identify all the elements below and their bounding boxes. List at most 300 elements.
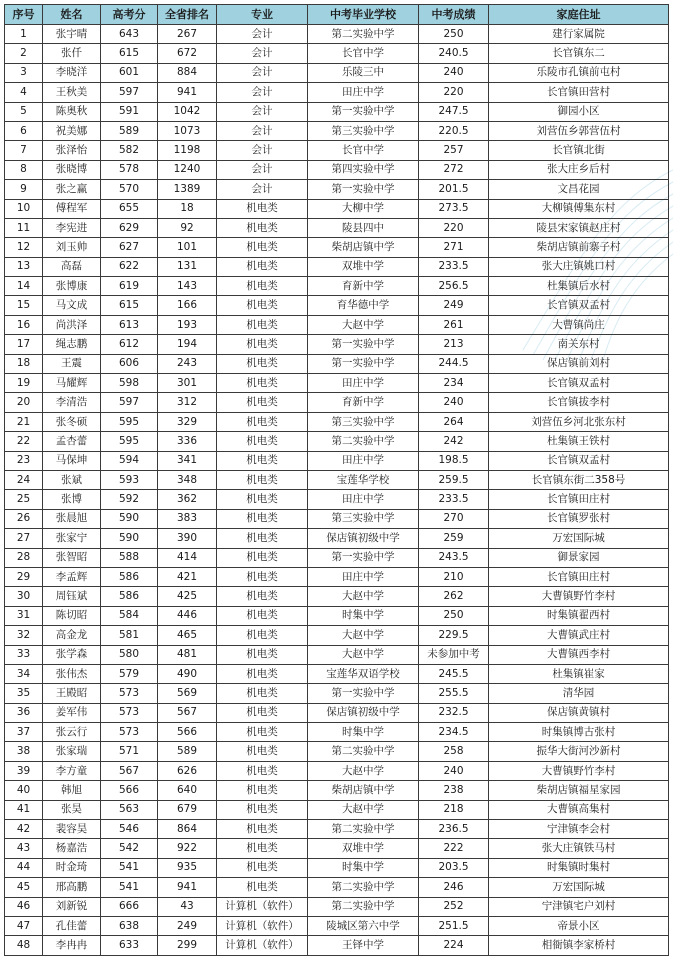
cell-major: 会计: [217, 141, 308, 160]
cell-name: 裴容昊: [43, 820, 101, 839]
cell-middle-school: 宝莲华双语学校: [308, 664, 419, 683]
table-row: [5, 626, 669, 645]
cell-province-rank: 935: [158, 858, 217, 877]
cell-index: 31: [5, 606, 43, 625]
cell-major: 机电类: [217, 820, 308, 839]
cell-middle-school: 田庄中学: [308, 567, 419, 586]
cell-major: 机电类: [217, 238, 308, 257]
table-row: [5, 374, 669, 393]
cell-name: 张家宁: [43, 529, 101, 548]
table-row: [5, 102, 669, 121]
cell-province-rank: 884: [158, 63, 217, 82]
cell-major: 会计: [217, 180, 308, 199]
cell-middle-school: 大赵中学: [308, 315, 419, 334]
cell-gaokao-score: 546: [101, 820, 158, 839]
cell-address: 刘营伍乡河北张东村: [489, 412, 669, 431]
header-middle-school: 中考毕业学校: [308, 5, 419, 25]
cell-zhongkao-score: 220: [419, 218, 489, 237]
cell-index: 16: [5, 315, 43, 334]
cell-name: 马保坤: [43, 451, 101, 470]
table-row: [5, 393, 669, 412]
cell-gaokao-score: 573: [101, 684, 158, 703]
cell-address: 宁津镇宅户刘村: [489, 897, 669, 916]
cell-gaokao-score: 579: [101, 664, 158, 683]
cell-name: 孟杏蕾: [43, 432, 101, 451]
cell-name: 张家瑞: [43, 742, 101, 761]
cell-zhongkao-score: 240: [419, 761, 489, 780]
cell-zhongkao-score: 273.5: [419, 199, 489, 218]
cell-zhongkao-score: 238: [419, 781, 489, 800]
cell-gaokao-score: 567: [101, 761, 158, 780]
cell-name: 韩旭: [43, 781, 101, 800]
table-row: [5, 820, 669, 839]
cell-middle-school: 第二实验中学: [308, 742, 419, 761]
cell-name: 绳志鹏: [43, 335, 101, 354]
table-row: [5, 664, 669, 683]
cell-index: 12: [5, 238, 43, 257]
cell-index: 8: [5, 160, 43, 179]
cell-name: 张昊: [43, 800, 101, 819]
cell-gaokao-score: 595: [101, 432, 158, 451]
table-row: [5, 916, 669, 935]
cell-zhongkao-score: 198.5: [419, 451, 489, 470]
cell-middle-school: 田庄中学: [308, 374, 419, 393]
cell-address: 大曹镇尚庄: [489, 315, 669, 334]
cell-major: 会计: [217, 121, 308, 140]
table-row: [5, 315, 669, 334]
cell-zhongkao-score: 222: [419, 839, 489, 858]
cell-zhongkao-score: 240.5: [419, 44, 489, 63]
cell-name: 王殿昭: [43, 684, 101, 703]
cell-middle-school: 育新中学: [308, 393, 419, 412]
cell-gaokao-score: 615: [101, 44, 158, 63]
cell-name: 张博: [43, 490, 101, 509]
cell-index: 19: [5, 374, 43, 393]
cell-major: 机电类: [217, 315, 308, 334]
cell-name: 李方童: [43, 761, 101, 780]
cell-address: 万宏国际城: [489, 529, 669, 548]
cell-index: 26: [5, 509, 43, 528]
cell-major: 机电类: [217, 354, 308, 373]
student-table: [4, 4, 669, 956]
cell-index: 25: [5, 490, 43, 509]
table-row: [5, 567, 669, 586]
cell-province-rank: 922: [158, 839, 217, 858]
cell-name: 王秋美: [43, 83, 101, 102]
cell-gaokao-score: 589: [101, 121, 158, 140]
cell-province-rank: 299: [158, 936, 217, 955]
cell-major: 机电类: [217, 723, 308, 742]
cell-zhongkao-score: 218: [419, 800, 489, 819]
cell-province-rank: 421: [158, 567, 217, 586]
cell-gaokao-score: 590: [101, 529, 158, 548]
cell-zhongkao-score: 259.5: [419, 470, 489, 489]
cell-major: 机电类: [217, 490, 308, 509]
cell-zhongkao-score: 未参加中考: [419, 645, 489, 664]
cell-address: 长官镇双孟村: [489, 296, 669, 315]
cell-address: 长官镇罗张村: [489, 509, 669, 528]
cell-province-rank: 341: [158, 451, 217, 470]
cell-address: 帝景小区: [489, 916, 669, 935]
cell-zhongkao-score: 233.5: [419, 490, 489, 509]
cell-major: 机电类: [217, 451, 308, 470]
table-row: [5, 335, 669, 354]
cell-province-rank: 43: [158, 897, 217, 916]
cell-index: 9: [5, 180, 43, 199]
cell-province-rank: 301: [158, 374, 217, 393]
cell-name: 张博康: [43, 277, 101, 296]
cell-gaokao-score: 563: [101, 800, 158, 819]
header-province-rank: 全省排名: [158, 5, 217, 25]
cell-middle-school: 双堆中学: [308, 839, 419, 858]
cell-zhongkao-score: 233.5: [419, 257, 489, 276]
cell-gaokao-score: 594: [101, 451, 158, 470]
cell-province-rank: 864: [158, 820, 217, 839]
cell-gaokao-score: 601: [101, 63, 158, 82]
table-row: [5, 509, 669, 528]
cell-address: 长官镇田庄村: [489, 567, 669, 586]
cell-middle-school: 时集中学: [308, 723, 419, 742]
cell-province-rank: 348: [158, 470, 217, 489]
cell-index: 27: [5, 529, 43, 548]
cell-index: 21: [5, 412, 43, 431]
cell-major: 机电类: [217, 218, 308, 237]
cell-address: 南关东村: [489, 335, 669, 354]
cell-index: 7: [5, 141, 43, 160]
cell-major: 机电类: [217, 296, 308, 315]
cell-middle-school: 第一实验中学: [308, 684, 419, 703]
cell-address: 杜集镇后水村: [489, 277, 669, 296]
cell-zhongkao-score: 246: [419, 878, 489, 897]
cell-gaokao-score: 619: [101, 277, 158, 296]
cell-gaokao-score: 588: [101, 548, 158, 567]
cell-gaokao-score: 541: [101, 878, 158, 897]
cell-gaokao-score: 586: [101, 587, 158, 606]
cell-name: 周钰斌: [43, 587, 101, 606]
table-row: [5, 490, 669, 509]
cell-index: 29: [5, 567, 43, 586]
cell-middle-school: 时集中学: [308, 606, 419, 625]
cell-middle-school: 第三实验中学: [308, 412, 419, 431]
cell-province-rank: 490: [158, 664, 217, 683]
cell-province-rank: 166: [158, 296, 217, 315]
cell-middle-school: 田庄中学: [308, 490, 419, 509]
cell-name: 马文成: [43, 296, 101, 315]
cell-index: 42: [5, 820, 43, 839]
cell-zhongkao-score: 255.5: [419, 684, 489, 703]
cell-name: 尚洪泽: [43, 315, 101, 334]
cell-gaokao-score: 541: [101, 858, 158, 877]
cell-zhongkao-score: 250: [419, 606, 489, 625]
cell-middle-school: 长官中学: [308, 44, 419, 63]
cell-province-rank: 249: [158, 916, 217, 935]
header-name: 姓名: [43, 5, 101, 25]
table-row: [5, 878, 669, 897]
table-row: [5, 742, 669, 761]
cell-gaokao-score: 570: [101, 180, 158, 199]
cell-address: 御园小区: [489, 102, 669, 121]
cell-major: 机电类: [217, 257, 308, 276]
cell-middle-school: 第一实验中学: [308, 548, 419, 567]
cell-name: 时金琦: [43, 858, 101, 877]
cell-middle-school: 第二实验中学: [308, 820, 419, 839]
cell-middle-school: 育华德中学: [308, 296, 419, 315]
cell-zhongkao-score: 251.5: [419, 916, 489, 935]
cell-index: 41: [5, 800, 43, 819]
cell-zhongkao-score: 272: [419, 160, 489, 179]
cell-address: 长官镇拔李村: [489, 393, 669, 412]
cell-gaokao-score: 622: [101, 257, 158, 276]
cell-middle-school: 田庄中学: [308, 451, 419, 470]
cell-index: 5: [5, 102, 43, 121]
cell-middle-school: 第二实验中学: [308, 432, 419, 451]
cell-zhongkao-score: 234: [419, 374, 489, 393]
cell-zhongkao-score: 210: [419, 567, 489, 586]
table-row: [5, 451, 669, 470]
cell-index: 36: [5, 703, 43, 722]
cell-province-rank: 1198: [158, 141, 217, 160]
cell-gaokao-score: 586: [101, 567, 158, 586]
header-gaokao-score: 高考分: [101, 5, 158, 25]
cell-gaokao-score: 615: [101, 296, 158, 315]
cell-name: 李清浩: [43, 393, 101, 412]
cell-address: 长官镇双孟村: [489, 451, 669, 470]
cell-zhongkao-score: 236.5: [419, 820, 489, 839]
cell-zhongkao-score: 244.5: [419, 354, 489, 373]
cell-index: 4: [5, 83, 43, 102]
cell-zhongkao-score: 252: [419, 897, 489, 916]
cell-major: 机电类: [217, 277, 308, 296]
cell-province-rank: 143: [158, 277, 217, 296]
cell-major: 计算机（软件）: [217, 916, 308, 935]
cell-address: 相衙镇李家桥村: [489, 936, 669, 955]
cell-zhongkao-score: 220: [419, 83, 489, 102]
table-header-row: [5, 5, 669, 25]
cell-name: 张仟: [43, 44, 101, 63]
cell-index: 37: [5, 723, 43, 742]
cell-zhongkao-score: 229.5: [419, 626, 489, 645]
cell-zhongkao-score: 232.5: [419, 703, 489, 722]
cell-province-rank: 589: [158, 742, 217, 761]
cell-province-rank: 312: [158, 393, 217, 412]
cell-major: 机电类: [217, 781, 308, 800]
cell-major: 机电类: [217, 567, 308, 586]
cell-major: 机电类: [217, 839, 308, 858]
cell-province-rank: 465: [158, 626, 217, 645]
cell-address: 清华园: [489, 684, 669, 703]
cell-middle-school: 陵城区第六中学: [308, 916, 419, 935]
cell-middle-school: 王铎中学: [308, 936, 419, 955]
cell-middle-school: 第四实验中学: [308, 160, 419, 179]
cell-index: 22: [5, 432, 43, 451]
cell-province-rank: 329: [158, 412, 217, 431]
cell-major: 机电类: [217, 626, 308, 645]
cell-province-rank: 390: [158, 529, 217, 548]
cell-major: 机电类: [217, 684, 308, 703]
cell-name: 张伟杰: [43, 664, 101, 683]
cell-gaokao-score: 629: [101, 218, 158, 237]
cell-index: 17: [5, 335, 43, 354]
cell-zhongkao-score: 220.5: [419, 121, 489, 140]
cell-gaokao-score: 633: [101, 936, 158, 955]
cell-name: 张宇晴: [43, 25, 101, 44]
cell-major: 计算机（软件）: [217, 936, 308, 955]
cell-zhongkao-score: 271: [419, 238, 489, 257]
cell-name: 张泽怡: [43, 141, 101, 160]
cell-address: 御景家园: [489, 548, 669, 567]
cell-middle-school: 大赵中学: [308, 626, 419, 645]
table-row: [5, 761, 669, 780]
cell-middle-school: 保店镇初级中学: [308, 529, 419, 548]
cell-name: 张智昭: [43, 548, 101, 567]
cell-address: 长官镇东街二358号: [489, 470, 669, 489]
cell-gaokao-score: 590: [101, 509, 158, 528]
table-row: [5, 723, 669, 742]
cell-address: 万宏国际城: [489, 878, 669, 897]
cell-address: 柴胡店镇福星家园: [489, 781, 669, 800]
cell-major: 机电类: [217, 878, 308, 897]
cell-middle-school: 乐陵三中: [308, 63, 419, 82]
cell-name: 陈奥秋: [43, 102, 101, 121]
cell-middle-school: 大赵中学: [308, 587, 419, 606]
cell-address: 柴胡店镇前寨子村: [489, 238, 669, 257]
cell-name: 傅程军: [43, 199, 101, 218]
cell-address: 长官镇双孟村: [489, 374, 669, 393]
cell-zhongkao-score: 224: [419, 936, 489, 955]
table-row: [5, 529, 669, 548]
cell-address: 陵县宋家镇赵庄村: [489, 218, 669, 237]
cell-major: 机电类: [217, 858, 308, 877]
cell-index: 43: [5, 839, 43, 858]
cell-index: 45: [5, 878, 43, 897]
cell-zhongkao-score: 270: [419, 509, 489, 528]
cell-index: 23: [5, 451, 43, 470]
cell-major: 会计: [217, 25, 308, 44]
cell-name: 邢高鹏: [43, 878, 101, 897]
cell-middle-school: 大柳中学: [308, 199, 419, 218]
cell-middle-school: 大赵中学: [308, 761, 419, 780]
cell-name: 马耀辉: [43, 374, 101, 393]
cell-major: 机电类: [217, 470, 308, 489]
cell-zhongkao-score: 250: [419, 25, 489, 44]
cell-province-rank: 567: [158, 703, 217, 722]
cell-address: 保店镇前刘村: [489, 354, 669, 373]
cell-major: 机电类: [217, 335, 308, 354]
cell-province-rank: 941: [158, 878, 217, 897]
cell-address: 大曹镇武庄村: [489, 626, 669, 645]
table-row: [5, 296, 669, 315]
cell-major: 机电类: [217, 761, 308, 780]
cell-name: 祝美娜: [43, 121, 101, 140]
cell-major: 机电类: [217, 432, 308, 451]
cell-middle-school: 第二实验中学: [308, 878, 419, 897]
cell-address: 乐陵市孔镇前屯村: [489, 63, 669, 82]
header-zhongkao-score: 中考成绩: [419, 5, 489, 25]
cell-gaokao-score: 643: [101, 25, 158, 44]
cell-major: 会计: [217, 83, 308, 102]
cell-gaokao-score: 597: [101, 83, 158, 102]
cell-address: 长官镇田庄村: [489, 490, 669, 509]
table-row: [5, 180, 669, 199]
cell-gaokao-score: 598: [101, 374, 158, 393]
cell-index: 44: [5, 858, 43, 877]
cell-zhongkao-score: 240: [419, 63, 489, 82]
cell-index: 2: [5, 44, 43, 63]
cell-name: 王震: [43, 354, 101, 373]
cell-index: 38: [5, 742, 43, 761]
cell-name: 杨嘉浩: [43, 839, 101, 858]
table-row: [5, 218, 669, 237]
cell-gaokao-score: 606: [101, 354, 158, 373]
cell-gaokao-score: 592: [101, 490, 158, 509]
cell-index: 14: [5, 277, 43, 296]
cell-index: 18: [5, 354, 43, 373]
cell-province-rank: 1073: [158, 121, 217, 140]
cell-middle-school: 育新中学: [308, 277, 419, 296]
cell-province-rank: 194: [158, 335, 217, 354]
cell-middle-school: 第二实验中学: [308, 897, 419, 916]
cell-gaokao-score: 612: [101, 335, 158, 354]
cell-address: 张大庄镇姚口村: [489, 257, 669, 276]
cell-major: 机电类: [217, 645, 308, 664]
cell-index: 47: [5, 916, 43, 935]
cell-address: 时集镇博古张村: [489, 723, 669, 742]
cell-gaokao-score: 582: [101, 141, 158, 160]
cell-zhongkao-score: 234.5: [419, 723, 489, 742]
cell-index: 35: [5, 684, 43, 703]
table-row: [5, 470, 669, 489]
cell-gaokao-score: 571: [101, 742, 158, 761]
cell-province-rank: 566: [158, 723, 217, 742]
cell-major: 机电类: [217, 606, 308, 625]
cell-province-rank: 1042: [158, 102, 217, 121]
table-row: [5, 277, 669, 296]
cell-zhongkao-score: 245.5: [419, 664, 489, 683]
cell-address: 保店镇黄镇村: [489, 703, 669, 722]
cell-middle-school: 双堆中学: [308, 257, 419, 276]
cell-name: 张斌: [43, 470, 101, 489]
cell-province-rank: 481: [158, 645, 217, 664]
table-row: [5, 936, 669, 955]
table-row: [5, 703, 669, 722]
cell-address: 建行家属院: [489, 25, 669, 44]
cell-major: 机电类: [217, 393, 308, 412]
cell-zhongkao-score: 256.5: [419, 277, 489, 296]
cell-address: 时集镇时集村: [489, 858, 669, 877]
header-address: 家庭住址: [489, 5, 669, 25]
cell-middle-school: 宝莲华学校: [308, 470, 419, 489]
cell-province-rank: 679: [158, 800, 217, 819]
table-row: [5, 412, 669, 431]
cell-gaokao-score: 573: [101, 703, 158, 722]
cell-province-rank: 446: [158, 606, 217, 625]
cell-gaokao-score: 655: [101, 199, 158, 218]
cell-province-rank: 101: [158, 238, 217, 257]
cell-zhongkao-score: 262: [419, 587, 489, 606]
cell-middle-school: 柴胡店镇中学: [308, 238, 419, 257]
cell-province-rank: 672: [158, 44, 217, 63]
cell-middle-school: 长官中学: [308, 141, 419, 160]
cell-name: 张晓博: [43, 160, 101, 179]
cell-address: 大曹镇野竹李村: [489, 587, 669, 606]
cell-index: 40: [5, 781, 43, 800]
cell-address: 宁津镇李会村: [489, 820, 669, 839]
cell-middle-school: 第一实验中学: [308, 354, 419, 373]
cell-province-rank: 1389: [158, 180, 217, 199]
cell-province-rank: 243: [158, 354, 217, 373]
cell-index: 30: [5, 587, 43, 606]
cell-zhongkao-score: 247.5: [419, 102, 489, 121]
